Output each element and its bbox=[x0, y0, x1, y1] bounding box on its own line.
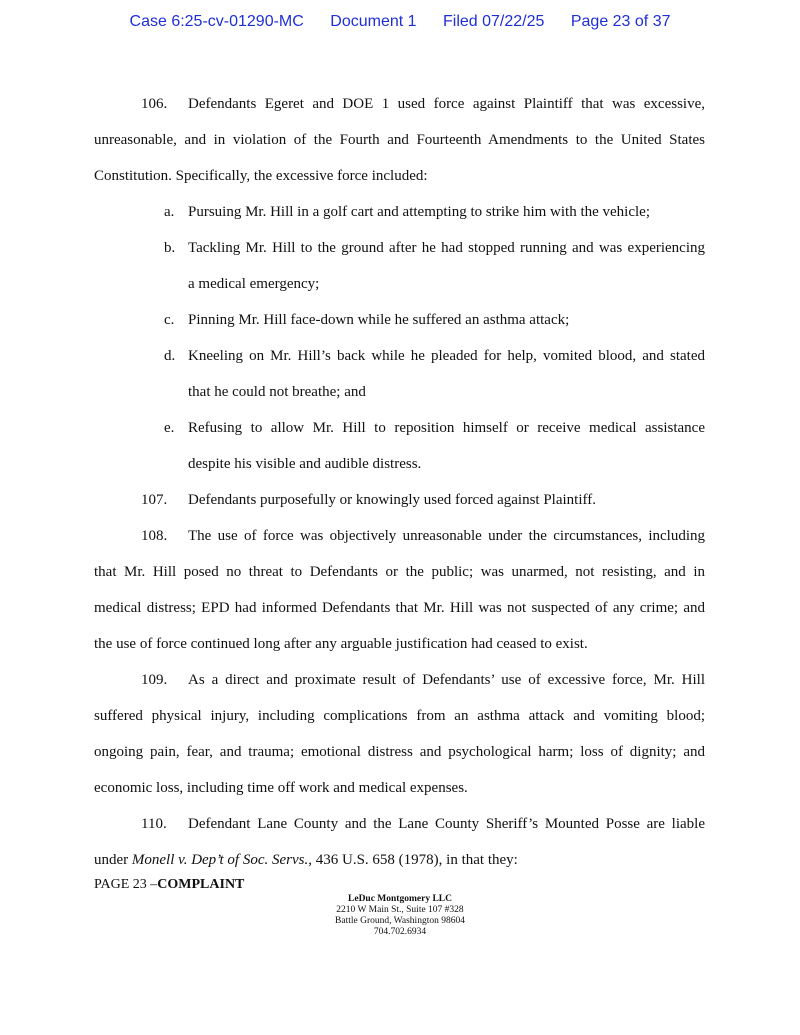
document-title: COMPLAINT bbox=[157, 877, 245, 892]
case-header bbox=[0, 13, 800, 31]
page-indicator: Page 23 of 37 bbox=[570, 13, 671, 30]
list-item-e-cont: despite his visible and audible distress. bbox=[188, 456, 422, 472]
list-item-c: c. Pinning Mr. Hill face-down while he suffered an asthma attack; bbox=[164, 312, 570, 328]
paragraph-108-line-4: the use of force continued long after any arguable justification had ceased to exist. bbox=[94, 636, 588, 652]
document-body bbox=[94, 86, 705, 878]
case-number: Case 6:25-cv-01290-MC bbox=[129, 13, 304, 30]
document-number: Document 1 bbox=[330, 13, 417, 30]
paragraph-number: 106. bbox=[141, 96, 168, 112]
filed-date: Filed 07/22/25 bbox=[442, 13, 545, 30]
paragraph-107-line-1: 107. Defendants purposefully or knowingly used forced against Plaintiff. bbox=[94, 482, 705, 518]
paragraph-108-line-2: that Mr. Hill posed no threat to Defendants or the public; was unarmed, not resisting, and in bbox=[94, 564, 705, 580]
paragraph-109-line-2: suffered physical injury, including complications from an asthma attack and vomiting blood; bbox=[94, 708, 705, 724]
paragraph-106-line-2: unreasonable, and in violation of the Fourth and Fourteenth Amendments to the United States bbox=[94, 132, 705, 148]
list-item-e: e. Refusing to allow Mr. Hill to reposition himself or receive medical assistance bbox=[164, 420, 705, 436]
firm-address-line-2: Battle Ground, Washington 98604 bbox=[335, 916, 465, 926]
paragraph-number: 109. bbox=[141, 672, 168, 688]
paragraph-106-line-3: Constitution. Specifically, the excessive force included: bbox=[94, 168, 428, 184]
list-item-d-cont: that he could not breathe; and bbox=[188, 384, 366, 400]
paragraph-109-line-1: 109. As a direct and proximate result of Defendants’ use of excessive force, Mr. Hill bbox=[94, 662, 705, 698]
paragraph-106-line-1: 106. Defendants Egeret and DOE 1 used force against Plaintiff that was excessive, bbox=[94, 86, 705, 122]
list-item-a: a. Pursuing Mr. Hill in a golf cart and attempting to strike him with the vehicle; bbox=[164, 204, 651, 220]
firm-name: LeDuc Montgomery LLC bbox=[348, 894, 452, 904]
paragraph-109-line-3: ongoing pain, fear, and trauma; emotional distress and psychological harm; loss of dignity; and bbox=[94, 744, 705, 760]
page-footer-label: PAGE 23 –COMPLAINT bbox=[94, 877, 245, 892]
firm-phone: 704.702.6934 bbox=[373, 927, 427, 937]
paragraph-number: 108. bbox=[141, 528, 168, 544]
paragraph-110-line-1: 110. Defendant Lane County and the Lane County Sheriff’s Mounted Posse are liable bbox=[94, 806, 705, 842]
firm-block bbox=[0, 894, 800, 938]
paragraph-number: 110. bbox=[141, 816, 167, 832]
list-item-d: d. Kneeling on Mr. Hill’s back while he pleaded for help, vomited blood, and stated bbox=[164, 348, 705, 364]
firm-address-line-1: 2210 W Main St., Suite 107 #328 bbox=[336, 905, 464, 915]
paragraph-108-line-1: 108. The use of force was objectively unreasonable under the circumstances, including bbox=[94, 518, 705, 554]
paragraph-109-line-4: economic loss, including time off work and medical expenses. bbox=[94, 780, 468, 796]
list-item-b-cont: a medical emergency; bbox=[188, 276, 320, 292]
list-item-b: b. Tackling Mr. Hill to the ground after he had stopped running and was experiencing bbox=[164, 240, 705, 256]
paragraph-110-line-2: under Monell v. Dep’t of Soc. Servs., 436 U.S. 658 (1978), in that they: bbox=[94, 852, 518, 868]
paragraph-number: 107. bbox=[141, 492, 168, 508]
paragraph-108-line-3: medical distress; EPD had informed Defendants that Mr. Hill was not suspected of any crime; and bbox=[94, 600, 705, 616]
case-citation: Monell v. Dep’t of Soc. Servs., bbox=[131, 852, 312, 868]
